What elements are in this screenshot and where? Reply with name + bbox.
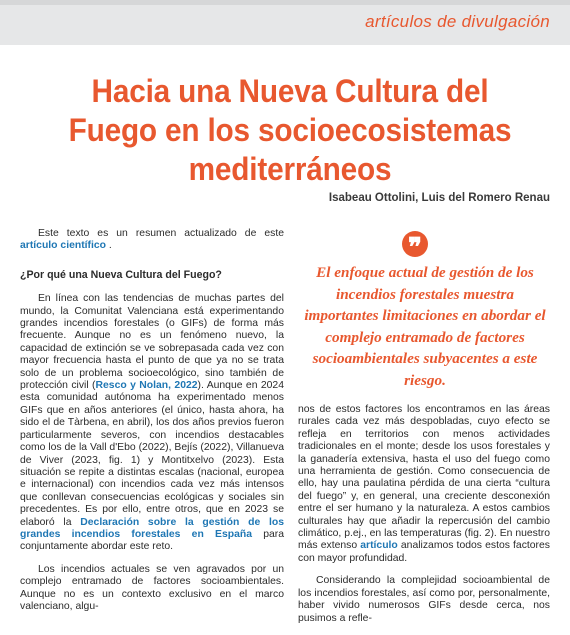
body-paragraph-1 xyxy=(20,293,284,554)
body-text: ). Aunque en 2024 esta comunidad autónoma ha experimentado menos GIFs que en años anteriores (el único, hasta ahora, ha sido el de Tàrbena, en abril), los dos años previos fueron particularmente severos, con incendios destacables como los de la Vall d'Ebo (2022), Bejís (2022), Villanueva de Viver (2023, fig. 1) y Montitxelvo (2023). Esta situación se repite a distintas escalas (nacional, europea e internacional) con incendios cada vez más intensos que conllevan consecuencias ecológicas y sociales sin precedentes. Es por ello, entre otros, que en 2023 se elaboró la xyxy=(20,380,284,528)
body-text: nos de estos factores los encontramos en las áreas rurales cada vez más despobladas, cuyo efecto se refleja en territorios con menos actividades tradicionales en el monte; desde los usos forestales y la ganadería extensiva, hasta el uso del fuego como una herramienta de gestión. Como consecuencia de ello, hay una paulatina pérdida de una cierta “cultura del fuego” y, en general, una creciente desconexión entre el ser humano y la naturaleza. A estos cambios culturales hay que añadir la repercusión del cambio climático, p.ej., en las temperaturas (fig. 2). En nuestro más extenso xyxy=(298,404,550,552)
intro-text: Este texto es un resumen actualizado de este xyxy=(38,228,284,239)
pull-quote: El enfoque actual de gestión de los incendios forestales muestra importantes limitaciones en abordar el complejo entramado de factores socioambientales subyacentes a este riesgo. xyxy=(304,264,546,389)
body-text: para conjuntamente abordar este reto. xyxy=(20,528,284,553)
article-title: Hacia una Nueva Cultura del Fuego en los socioecosistemas mediterráneos xyxy=(68,73,512,187)
resco-nolan-link[interactable]: Resco y Nolan, 2022 xyxy=(95,380,198,392)
body-paragraph-3 xyxy=(298,404,550,565)
article-authors: Isabeau Ottolini, Luis del Romero Renau xyxy=(328,192,550,204)
section-label: artículos de divulgación xyxy=(365,12,550,31)
body-text: analizamos todos estos factores con mayor profundidad. xyxy=(298,540,550,564)
extended-article-link[interactable]: artículo xyxy=(360,540,398,552)
intro-paragraph xyxy=(20,228,284,253)
declaration-link[interactable]: Declaración sobre la gestión de los grandes incendios forestales en España xyxy=(20,516,284,540)
section-subheading: ¿Por qué una Nueva Cultura del Fuego? xyxy=(20,268,222,281)
intro-text-end: . xyxy=(106,240,112,252)
left-column xyxy=(20,228,284,623)
section-header-band xyxy=(0,0,570,45)
scientific-article-link[interactable]: artículo científico xyxy=(20,240,107,252)
body-text: En línea con las tendencias de muchas partes del mundo, la Comunitat Valenciana está experimentando grandes incendios forestales (o GIFs) de forma más frecuente. Aunque no es un fenómeno nuevo, la capacidad de extinción se ve sobrepasada cada vez con mayor frecuencia hasta el punto de que ya no se trata solo de un problema socioecológico, sino también de protección civil ( xyxy=(20,293,284,392)
header-top-strip xyxy=(0,0,570,5)
quote-icon: ❞ xyxy=(402,231,428,257)
right-column xyxy=(298,404,550,635)
body-paragraph-2: Los incendios actuales se ven agravados por un complejo entramado de factores socioambientales. Aunque no es un contexto exclusivo en el marco valenciano, algu- xyxy=(20,563,284,612)
body-paragraph-4: Considerando la complejidad socioambiental de los incendios forestales, así como por, personalmente, haber vivido numerosos GIFs desde cerca, nos pusimos a refle- xyxy=(298,575,550,624)
